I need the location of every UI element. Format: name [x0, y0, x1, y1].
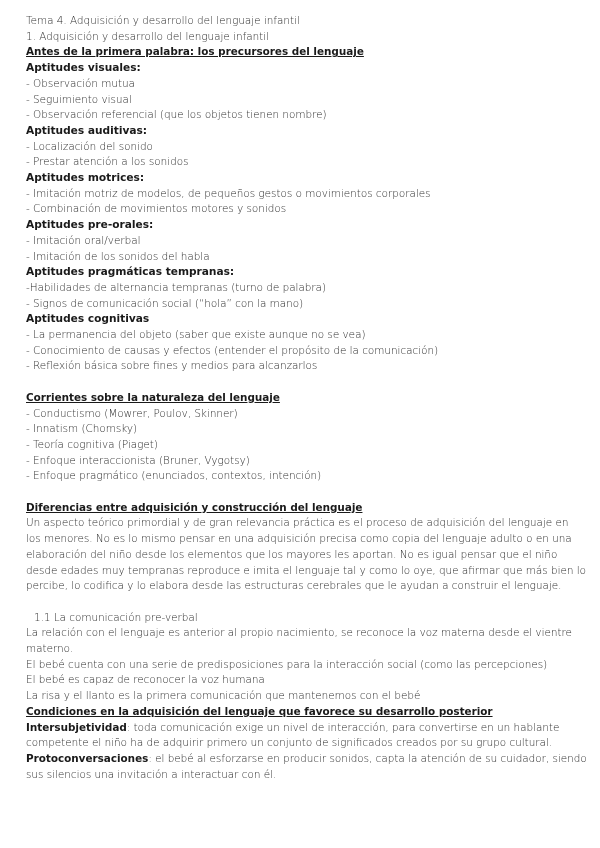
section-title: 1. Adquisición y desarrollo del lenguaje infantil [26, 30, 270, 43]
precursores-groups [26, 61, 578, 375]
list-item: - Conocimiento de causas y efectos (entender el propósito de la comunicación) [26, 344, 439, 357]
aptitud-heading: Aptitudes visuales: [26, 62, 141, 75]
list-item: - Signos de comunicación social (“hola” con la mano) [26, 297, 304, 310]
aptitud-heading: Aptitudes motrices: [26, 172, 145, 185]
spacer [26, 485, 578, 501]
intersubjetividad-line-2: competente el niño ha de adquirir primero un conjunto de significados creados por su grupo cultural. [26, 737, 553, 750]
paragraph-line: La risa y el llanto es la primera comunicación que mantenemos con el bebé [26, 690, 421, 703]
aptitud-heading: Aptitudes auditivas: [26, 124, 148, 137]
precursores-heading: Antes de la primera palabra: los precursores del lenguaje [26, 46, 364, 59]
paragraph-line: El bebé es capaz de reconocer la voz humana [26, 674, 265, 687]
preverbal-heading: 1.1 La comunicación pre-verbal [34, 611, 198, 624]
aptitud-heading: Aptitudes cognitivas [26, 313, 150, 326]
intersubjetividad-text: : toda comunicación exige un nivel de interacción, para convertirse en un hablante [126, 721, 560, 734]
list-item: - Innatism (Chomsky) [26, 423, 138, 436]
list-item: - La permanencia del objeto (saber que existe aunque no se vea) [26, 329, 366, 342]
diferencias-heading: Diferencias entre adquisición y construcción del lenguaje [26, 501, 363, 514]
protoconversaciones-line-2: sus silencios una invitación a interactuar con él. [26, 768, 277, 781]
document-page [26, 14, 587, 783]
corrientes-list [26, 407, 578, 486]
preverbal-paragraph [26, 626, 578, 705]
paragraph-line: los menores. No es lo mismo pensar en una adquisición precisa como copia del lenguaje adulto o en una [26, 533, 572, 546]
aptitud-heading: Aptitudes pre-orales: [26, 219, 154, 232]
diferencias-paragraph [26, 516, 586, 595]
list-item: -Habilidades de alternancia tempranas (turno de palabra) [26, 281, 327, 294]
paragraph-line: La relación con el lenguaje es anterior al propio nacimiento, se reconoce la voz materna desde el vientre [26, 627, 572, 640]
list-item: - Conductismo (Mowrer, Poulov, Skinner) [26, 407, 238, 420]
corrientes-heading: Corrientes sobre la naturaleza del lenguaje [26, 391, 280, 404]
intersubjetividad-term: Intersubjetividad [26, 721, 127, 734]
condiciones-heading: Condiciones en la adquisición del lenguaje que favorece su desarrollo posterior [26, 705, 493, 718]
protoconversaciones-term: Protoconversaciones [26, 753, 149, 765]
aptitud-heading: Aptitudes pragmáticas tempranas: [26, 266, 235, 279]
paragraph-line: percibe, lo codifica y lo elabora desde las estructuras cerebrales que le ayudan a construir el lenguaje. [26, 580, 562, 593]
list-item: - Combinación de movimientos motores y sonidos [26, 203, 287, 216]
list-item: - Imitación oral/verbal [26, 234, 141, 247]
list-item: - Seguimiento visual [26, 93, 132, 106]
paragraph-line: elaboración del niño desde los elementos que los mayores les aportan. No es igual pensar que el niño [26, 548, 558, 561]
list-item: - Observación mutua [26, 77, 136, 90]
paragraph-line: desde edades muy tempranas reproduce e imita el lenguaje tal y como lo oye, que afirmar que más bien lo [26, 564, 586, 577]
list-item: - Enfoque interaccionista (Bruner, Vygotsy) [26, 454, 250, 467]
list-item: - Teoría cognitiva (Piaget) [26, 438, 158, 451]
list-item: - Observación referencial (que los objetos tienen nombre) [26, 109, 327, 122]
protoconversaciones-text: : el bebé al esforzarse en producir sonidos, capta la atención de su cuidador, siendo [148, 753, 587, 765]
paragraph-line: Un aspecto teórico primordial y de gran relevancia práctica es el proceso de adquisición del lenguaje en [26, 517, 569, 530]
list-item: - Imitación motriz de modelos, de pequeños gestos o movimientos corporales [26, 187, 431, 200]
list-item: - Enfoque pragmático (enunciados, contextos, intención) [26, 470, 322, 483]
list-item: - Imitación de los sonidos del habla [26, 250, 210, 263]
spacer [26, 595, 578, 611]
spacer [26, 375, 578, 391]
paragraph-line: materno. [26, 643, 74, 656]
list-item: - Localización del sonido [26, 140, 153, 153]
tema-title: Tema 4. Adquisición y desarrollo del lenguaje infantil [26, 15, 300, 27]
paragraph-line: El bebé cuenta con una serie de predisposiciones para la interacción social (como las percepciones) [26, 658, 548, 671]
list-item: - Prestar atención a los sonidos [26, 156, 189, 169]
intersubjetividad-line-1 [26, 721, 578, 737]
protoconversaciones-line-1 [26, 752, 587, 768]
list-item: - Reflexión básica sobre fines y medios para alcanzarlos [26, 360, 318, 373]
